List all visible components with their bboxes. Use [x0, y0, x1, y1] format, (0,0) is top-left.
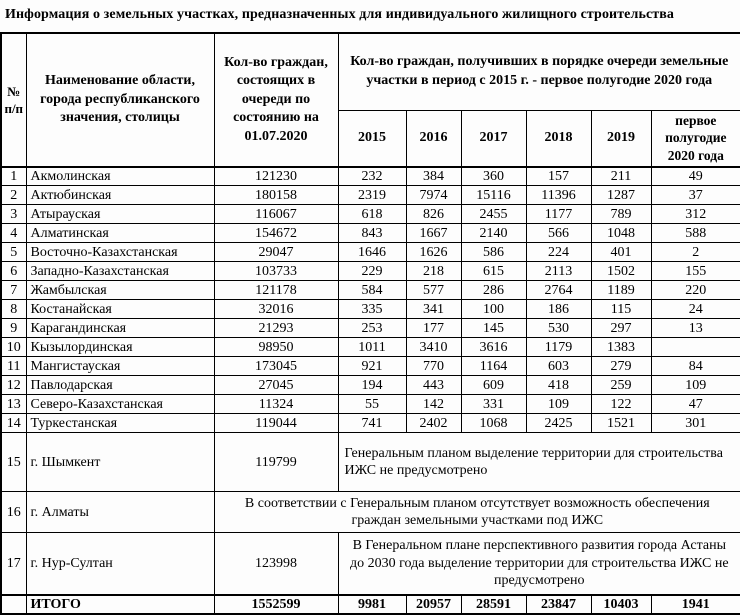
region-name: г. Алматы: [26, 492, 214, 533]
queue-count: 119044: [214, 414, 338, 433]
year-value: 1667: [406, 224, 461, 243]
table-row: [1, 205, 740, 224]
row-number: 3: [1, 205, 26, 224]
queue-count: 27045: [214, 376, 338, 395]
note-text: Генеральным планом выделение территории для строительства ИЖС не предусмотрено: [338, 433, 740, 492]
header-row-group: [1, 33, 740, 110]
region-name: Акмолинская: [26, 167, 214, 186]
year-value: 122: [591, 395, 651, 414]
header-cell-received-group: Кол-во граждан, получивших в порядке очереди земельные участки в период с 2015 г. - первое полугодие 2020 года: [338, 33, 740, 110]
total-value-2019: 10403: [591, 595, 651, 615]
queue-count: 32016: [214, 300, 338, 319]
row-number: 14: [1, 414, 26, 433]
year-value: 155: [651, 262, 740, 281]
year-value: 770: [406, 357, 461, 376]
total-value-2017: 28591: [461, 595, 526, 615]
row-number: 13: [1, 395, 26, 414]
page-title: Информация о земельных участках, предназначенных для индивидуального жилищного строительства: [5, 7, 675, 22]
queue-count: 180158: [214, 186, 338, 205]
year-value: 1068: [461, 414, 526, 433]
note-text: В Генеральном плане перспективного развития города Астаны до 2030 года выделение территории для строительства ИЖС не предусмотрено: [338, 533, 740, 595]
year-value: 2319: [338, 186, 406, 205]
year-value: 220: [651, 281, 740, 300]
year-value: 418: [526, 376, 591, 395]
year-value: 297: [591, 319, 651, 338]
queue-count: 98950: [214, 338, 338, 357]
table-row: [1, 357, 740, 376]
year-value: 279: [591, 357, 651, 376]
table-row: [1, 319, 740, 338]
year-value: 186: [526, 300, 591, 319]
year-value: 15116: [461, 186, 526, 205]
year-value: 100: [461, 300, 526, 319]
year-value: 49: [651, 167, 740, 186]
year-value: 109: [526, 395, 591, 414]
total-value-2016: 20957: [406, 595, 461, 615]
table-row: [1, 224, 740, 243]
table-row: [1, 186, 740, 205]
total-value-2018: 23847: [526, 595, 591, 615]
row-number: 16: [1, 492, 26, 533]
note-text: В соответствии с Генеральным планом отсутствует возможность обеспечения граждан земельными участками под ИЖС: [214, 492, 740, 533]
year-value: 211: [591, 167, 651, 186]
year-value: 253: [338, 319, 406, 338]
year-value: 1646: [338, 243, 406, 262]
year-value: 142: [406, 395, 461, 414]
queue-count: 11324: [214, 395, 338, 414]
header-cell-queue: Кол-во граждан, состоящих в очереди по состоянию на 01.07.2020: [214, 33, 338, 167]
year-value: 1048: [591, 224, 651, 243]
queue-count: 116067: [214, 205, 338, 224]
year-value: 1179: [526, 338, 591, 357]
table-row: [1, 243, 740, 262]
year-value: 843: [338, 224, 406, 243]
year-value: 2113: [526, 262, 591, 281]
year-value: 2455: [461, 205, 526, 224]
year-value: 1011: [338, 338, 406, 357]
year-value: 826: [406, 205, 461, 224]
year-value: 229: [338, 262, 406, 281]
queue-count: 121230: [214, 167, 338, 186]
year-value: 55: [338, 395, 406, 414]
header-cell-region: Наименование области, города республиканского значения, столицы: [26, 33, 214, 167]
year-value: 1502: [591, 262, 651, 281]
year-value: 1626: [406, 243, 461, 262]
queue-count: 21293: [214, 319, 338, 338]
queue-count: 119799: [214, 433, 338, 492]
table-row: [1, 376, 740, 395]
row-number: 4: [1, 224, 26, 243]
year-value: 286: [461, 281, 526, 300]
table-row: [1, 281, 740, 300]
year-value: 177: [406, 319, 461, 338]
region-name: Туркестанская: [26, 414, 214, 433]
table-row: [1, 492, 740, 533]
region-name: Павлодарская: [26, 376, 214, 395]
region-name: г. Шымкент: [26, 433, 214, 492]
year-value: 341: [406, 300, 461, 319]
row-number: 15: [1, 433, 26, 492]
row-number: 5: [1, 243, 26, 262]
queue-count: 123998: [214, 533, 338, 595]
row-number: 7: [1, 281, 26, 300]
year-value: 335: [338, 300, 406, 319]
year-value: 47: [651, 395, 740, 414]
year-value: [651, 338, 740, 357]
table-header: [1, 33, 740, 167]
header-cell-year-2015: 2015: [338, 110, 406, 167]
region-name: Актюбинская: [26, 186, 214, 205]
year-value: 2764: [526, 281, 591, 300]
year-value: 609: [461, 376, 526, 395]
total-num-cell: [1, 595, 26, 615]
table-row: [1, 167, 740, 186]
row-number: 12: [1, 376, 26, 395]
year-value: 577: [406, 281, 461, 300]
year-value: 618: [338, 205, 406, 224]
row-number: 9: [1, 319, 26, 338]
year-value: 11396: [526, 186, 591, 205]
year-value: 84: [651, 357, 740, 376]
table-row: [1, 533, 740, 595]
year-value: 218: [406, 262, 461, 281]
year-value: 1287: [591, 186, 651, 205]
header-cell-year-2019: 2019: [591, 110, 651, 167]
row-number: 8: [1, 300, 26, 319]
year-value: 603: [526, 357, 591, 376]
year-value: 109: [651, 376, 740, 395]
year-value: 1189: [591, 281, 651, 300]
total-label: ИТОГО: [26, 595, 214, 615]
table-row: [1, 300, 740, 319]
row-number: 17: [1, 533, 26, 595]
year-value: 588: [651, 224, 740, 243]
queue-count: 103733: [214, 262, 338, 281]
land-plots-table: [0, 32, 740, 615]
row-number: 1: [1, 167, 26, 186]
table-row: [1, 395, 740, 414]
year-value: 331: [461, 395, 526, 414]
year-value: 1383: [591, 338, 651, 357]
region-name: Мангистауская: [26, 357, 214, 376]
year-value: 530: [526, 319, 591, 338]
row-number: 10: [1, 338, 26, 357]
year-value: 384: [406, 167, 461, 186]
year-value: 401: [591, 243, 651, 262]
header-cell-year-2018: 2018: [526, 110, 591, 167]
year-value: 259: [591, 376, 651, 395]
year-value: 224: [526, 243, 591, 262]
year-value: 360: [461, 167, 526, 186]
total-queue-count: 1552599: [214, 595, 338, 615]
year-value: 1164: [461, 357, 526, 376]
table-row: [1, 338, 740, 357]
year-value: 7974: [406, 186, 461, 205]
year-value: 566: [526, 224, 591, 243]
region-name: Атырауская: [26, 205, 214, 224]
region-name: Карагандинская: [26, 319, 214, 338]
year-value: 3410: [406, 338, 461, 357]
year-value: 921: [338, 357, 406, 376]
table-row: [1, 262, 740, 281]
year-value: 24: [651, 300, 740, 319]
year-value: 1521: [591, 414, 651, 433]
row-number: 11: [1, 357, 26, 376]
year-value: 145: [461, 319, 526, 338]
header-cell-half-2020: первое полугодие 2020 года: [651, 110, 740, 167]
total-value-half-2020: 1941: [651, 595, 740, 615]
queue-count: 29047: [214, 243, 338, 262]
year-value: 37: [651, 186, 740, 205]
year-value: 789: [591, 205, 651, 224]
region-name: Жамбылская: [26, 281, 214, 300]
table-footer: [1, 595, 740, 615]
year-value: 13: [651, 319, 740, 338]
row-number: 6: [1, 262, 26, 281]
header-cell-year-2016: 2016: [406, 110, 461, 167]
region-name: г. Нур-Султан: [26, 533, 214, 595]
table-body: [1, 167, 740, 595]
year-value: 741: [338, 414, 406, 433]
queue-count: 121178: [214, 281, 338, 300]
year-value: 312: [651, 205, 740, 224]
total-row: [1, 595, 740, 615]
year-value: 2140: [461, 224, 526, 243]
table-row: [1, 414, 740, 433]
year-value: 584: [338, 281, 406, 300]
region-name: Костанайская: [26, 300, 214, 319]
year-value: 2402: [406, 414, 461, 433]
queue-count: 154672: [214, 224, 338, 243]
row-number: 2: [1, 186, 26, 205]
year-value: 232: [338, 167, 406, 186]
header-cell-year-2017: 2017: [461, 110, 526, 167]
year-value: 615: [461, 262, 526, 281]
region-name: Восточно-Казахстанская: [26, 243, 214, 262]
year-value: 443: [406, 376, 461, 395]
year-value: 115: [591, 300, 651, 319]
region-name: Кызылординская: [26, 338, 214, 357]
region-name: Северо-Казахстанская: [26, 395, 214, 414]
header-cell-num: № п/п: [1, 33, 26, 167]
year-value: 301: [651, 414, 740, 433]
year-value: 586: [461, 243, 526, 262]
year-value: 2: [651, 243, 740, 262]
region-name: Западно-Казахстанская: [26, 262, 214, 281]
year-value: 157: [526, 167, 591, 186]
total-value-2015: 9981: [338, 595, 406, 615]
region-name: Алматинская: [26, 224, 214, 243]
year-value: 1177: [526, 205, 591, 224]
year-value: 194: [338, 376, 406, 395]
table-row: [1, 433, 740, 492]
year-value: 2425: [526, 414, 591, 433]
year-value: 3616: [461, 338, 526, 357]
queue-count: 173045: [214, 357, 338, 376]
